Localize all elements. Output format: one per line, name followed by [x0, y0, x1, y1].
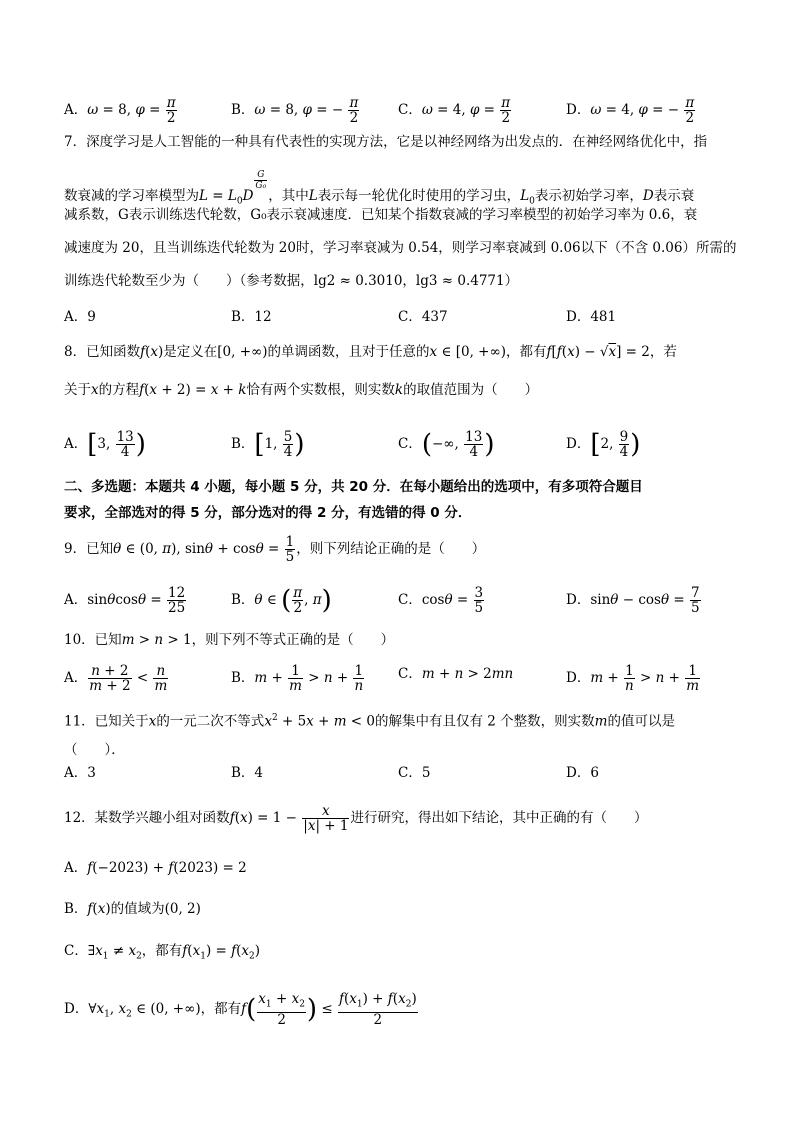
- q6-option-a: A．ω = 8, φ = $\frac{\pi}{2}$: [64, 95, 176, 126]
- q10-option-a: A． $\frac{n + 2}{m + 2}$ < $\frac{n}{m}$: [64, 663, 168, 694]
- q12-option-b: B．f(x)的值域为(0, 2): [64, 901, 201, 917]
- q8-option-b: B．[1, $\frac{5}{4}$ ): [231, 429, 305, 460]
- q10-line-1: 10．已知m > n > 1，则下列不等式正确的是（ ）: [64, 632, 395, 648]
- q7-option-b: B．12: [231, 309, 272, 325]
- q7-option-d: D．481: [566, 309, 617, 325]
- q8-option-d: D．[2, $\frac{9}{4}$ ): [566, 429, 641, 460]
- q8-line-1: 8．已知函数f(x)是定义在[0, +∞)的单调函数，且对于任意的x ∈ [0, +∞)，都有f[f(x) − √x] = 2，若: [64, 344, 677, 360]
- q11-line-1: 11．已知关于x的一元二次不等式$x^2 + 5x + m < 0$的解集中有且仅有 2 个整数，则实数m的值可以是: [64, 713, 675, 730]
- section-2-heading-line-2: 要求，全部选对的得 5 分，部分选对的得 2 分，有选错的得 0 分．: [64, 505, 472, 521]
- q9-option-c: C．cosθ = $\frac{3}{5}$: [398, 585, 484, 616]
- q8-option-c: C．(−∞, $\frac{13}{4}$ ): [398, 429, 495, 460]
- q11-option-a: A．3: [64, 765, 96, 781]
- q10-option-c: C．m + n > 2mn: [398, 666, 514, 682]
- q7-line-4: 减速度为 20，且当训练迭代轮数为 20时，学习率衰减为 0.54，则学习率衰减到 0.06以下（不含 0.06）所需的: [64, 240, 737, 256]
- q9-option-b: B．θ ∈ ( $\frac{\pi}{2}$ , π): [231, 585, 332, 616]
- q7-option-a: A．9: [64, 309, 96, 325]
- q9-option-a: A．sinθcosθ = $\frac{12}{25}$: [64, 585, 186, 616]
- q6-option-d: D．ω = 4, φ = − $\frac{\pi}{2}$: [566, 95, 695, 126]
- q12-line-1: 12．某数学兴趣小组对函数f(x) = 1 − $\frac{x}{|x| + 1}$ 进行研究，得出如下结论，其中正确的有（ ）: [64, 803, 648, 834]
- q11-option-b: B．4: [231, 765, 264, 781]
- q11-option-d: D．6: [566, 765, 599, 781]
- q8-line-2: 关于x的方程f(x + 2) = x + k恰有两个实数根，则实数k的取值范围为（ ）: [64, 382, 539, 398]
- q9-line-1: 9．已知θ ∈ (0, π), sinθ + cosθ = $\frac{1}{5}$ ，则下列结论正确的是（ ）: [64, 534, 486, 565]
- q6-option-c: C．ω = 4, φ = $\frac{\pi}{2}$: [398, 95, 511, 126]
- q11-option-c: C．5: [398, 765, 431, 781]
- q8-option-a: A．[3, $\frac{13}{4}$ ): [64, 429, 146, 460]
- q10-option-d: D．m + $\frac{1}{n}$ > n + $\frac{1}{m}$: [566, 663, 700, 694]
- q7-option-c: C．437: [398, 309, 448, 325]
- q10-option-b: B．m + $\frac{1}{m}$ > n + $\frac{1}{n}$: [231, 663, 364, 694]
- q7-line-2: 数衰减的学习率模型为$L = L_0D$ $\frac{G}{\text{G₀}}$ ，其中L表示每一轮优化时使用的学习虫，$L_0$表示初始学习率，D表示衰: [64, 170, 695, 207]
- q9-option-d: D．sinθ − cosθ = $\frac{7}{5}$: [566, 585, 700, 616]
- section-2-heading-line-1: 二、多选题：本题共 4 小题，每小题 5 分，共 20 分．在每小题给出的选项中，有多项符合题目: [64, 479, 643, 495]
- q11-line-2: （ ）．: [64, 742, 125, 758]
- q7-line-5: 训练迭代轮数至少为（ ）（参考数据，lg2 ≈ 0.3010，lg3 ≈ 0.4771）: [64, 273, 519, 289]
- q6-option-b: B．ω = 8, φ = − $\frac{\pi}{2}$: [231, 95, 359, 126]
- q12-option-a: A．f(−2023) + f(2023) = 2: [64, 860, 247, 876]
- q12-option-c: C．$\exists x_1 \ne x_2$，都有$f(x_1) = f(x_2)$: [64, 943, 261, 962]
- q7-line-3: 减系数，G表示训练迭代轮数，G₀表示衰减速度．已知某个指数衰减的学习率模型的初始学习率为 0.6，衰: [64, 207, 698, 223]
- q7-line-1: 7．深度学习是人工智能的一种具有代表性的实现方法，它是以神经网络为出发点的．在神经网络优化中，指: [64, 134, 708, 150]
- q12-option-d: D．$\forall x_1$, $x_2$ ∈ (0, +∞)，都有f( $\frac{x_1 + x_2}{2}$ ) ≤ $\frac{f(x_1) + f(x_2)}{2}$: [64, 991, 417, 1028]
